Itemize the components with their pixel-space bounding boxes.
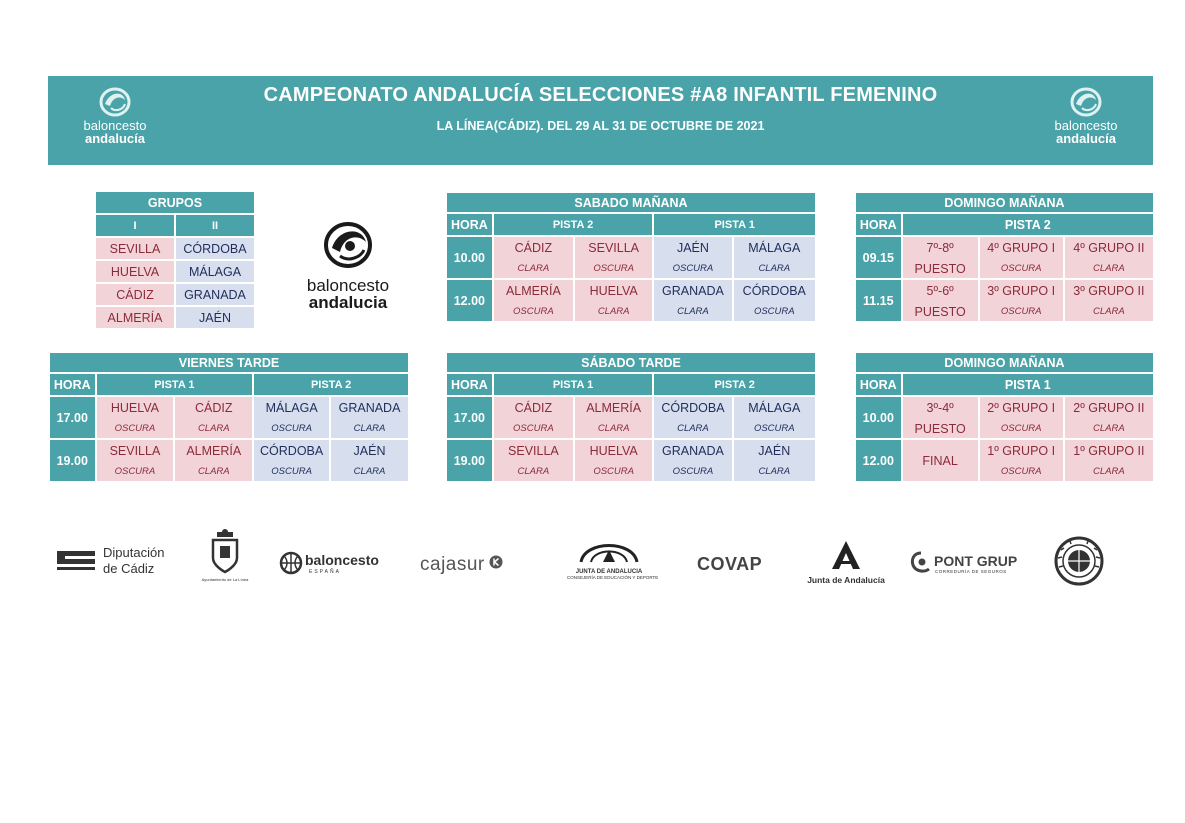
- match-time: 09.15: [856, 237, 901, 280]
- section-title: DOMINGO MAÑANA: [856, 193, 1153, 214]
- group-team: HUELVA: [96, 261, 174, 284]
- kit-cell: CLARA: [331, 419, 408, 440]
- team-cell: 2º GRUPO I: [980, 397, 1063, 419]
- kit-cell: CLARA: [575, 419, 652, 440]
- team-cell: HUELVA: [575, 280, 652, 302]
- kit-cell: OSCURA: [980, 302, 1063, 323]
- kit-cell: OSCURA: [734, 302, 815, 323]
- match-time: 10.00: [447, 237, 492, 280]
- kit-cell: OSCURA: [980, 259, 1063, 280]
- kit-row: [447, 419, 815, 440]
- match-time: 17.00: [447, 397, 492, 440]
- junta-a-icon: [829, 540, 863, 570]
- team-cell: ALMERÍA: [175, 440, 252, 462]
- match-time: 19.00: [447, 440, 492, 483]
- kit-row: [50, 462, 408, 483]
- groups-title: GRUPOS: [96, 192, 254, 215]
- espana-text: ESPAÑA: [309, 569, 341, 575]
- group-team: MÁLAGA: [176, 261, 254, 284]
- team-cell: 3º GRUPO I: [980, 280, 1063, 302]
- junta-andalucia-logo: [806, 540, 886, 585]
- placement-label: FINAL: [903, 440, 978, 483]
- basketball-swirl-icon: [1068, 84, 1104, 118]
- center-logo-text-1: baloncesto: [306, 276, 390, 295]
- team-cell: CÓRDOBA: [654, 397, 731, 419]
- header-banner: [48, 76, 1153, 165]
- court-header: PISTA 1: [494, 374, 653, 397]
- match-row: [856, 440, 1153, 462]
- team-cell: HUELVA: [97, 397, 174, 419]
- hora-header: HORA: [856, 374, 901, 397]
- match-time: 10.00: [856, 397, 901, 440]
- court-header: PISTA 2: [654, 374, 815, 397]
- team-cell: CÁDIZ: [494, 237, 573, 259]
- team-cell: GRANADA: [331, 397, 408, 419]
- match-row: [50, 397, 408, 419]
- team-cell: JAÉN: [331, 440, 408, 462]
- cajasur-text: cajasur: [420, 554, 485, 575]
- team-cell: JAÉN: [654, 237, 731, 259]
- groups-row: [96, 238, 254, 261]
- kit-cell: OSCURA: [654, 462, 731, 483]
- kit-row: [50, 419, 408, 440]
- team-cell: GRANADA: [654, 440, 731, 462]
- group-team: GRANADA: [176, 284, 254, 307]
- kit-cell: OSCURA: [494, 419, 573, 440]
- logo-text-2: andalucía: [85, 131, 145, 146]
- court-header: PISTA 1: [97, 374, 253, 397]
- page-title: CAMPEONATO ANDALUCÍA SELECCIONES #A8 INFANTIL FEMENINO: [263, 84, 938, 106]
- match-time: 11.15: [856, 280, 901, 323]
- hora-header: HORA: [447, 374, 492, 397]
- court-header: PISTA 2: [903, 214, 1153, 237]
- junta-educacion-logo: [567, 534, 659, 580]
- court-header: PISTA 2: [254, 374, 408, 397]
- kit-cell: CLARA: [331, 462, 408, 483]
- team-cell: 1º GRUPO I: [980, 440, 1063, 462]
- schedule-sabado-manana: [445, 193, 817, 323]
- diputacion-emblem-icon: [55, 545, 99, 573]
- match-row: [856, 237, 1153, 259]
- group-team: CÁDIZ: [96, 284, 174, 307]
- groups-row: [96, 261, 254, 284]
- kit-cell: CLARA: [654, 302, 731, 323]
- kit-cell: CLARA: [175, 462, 252, 483]
- team-cell: HUELVA: [575, 440, 652, 462]
- group-team: CÓRDOBA: [176, 238, 254, 261]
- kit-row: [447, 302, 815, 323]
- placement-label: 5º-6º: [903, 280, 978, 302]
- schedule-viernes-tarde: [48, 353, 410, 483]
- kit-row: [447, 462, 815, 483]
- match-row: [447, 280, 815, 302]
- group-2-header: II: [176, 215, 254, 238]
- diputacion-text-1: Diputación: [103, 545, 165, 560]
- ball-icon: [279, 551, 303, 575]
- pont-swirl-icon: [910, 551, 932, 575]
- team-cell: 2º GRUPO II: [1065, 397, 1153, 419]
- kit-cell: OSCURA: [575, 462, 652, 483]
- team-cell: MÁLAGA: [254, 397, 329, 419]
- covap-logo: COVAP: [697, 554, 763, 574]
- placement-label: 7º-8º: [903, 237, 978, 259]
- match-row: [447, 397, 815, 419]
- group-team: JAÉN: [176, 307, 254, 330]
- baloncesto-andalucia-logo-right: [1046, 84, 1126, 145]
- schedule-domingo-manana-pista2: [854, 193, 1155, 323]
- kit-cell: OSCURA: [254, 462, 329, 483]
- court-header: PISTA 1: [903, 374, 1153, 397]
- kit-cell: OSCURA: [980, 462, 1063, 483]
- placement-label: PUESTO: [903, 419, 978, 440]
- kit-cell: OSCURA: [97, 462, 174, 483]
- schedule-sabado-tarde: [445, 353, 817, 483]
- kit-cell: CLARA: [1065, 259, 1153, 280]
- team-cell: CÁDIZ: [175, 397, 252, 419]
- schedule-domingo-manana-pista1: [854, 353, 1155, 483]
- team-cell: 4º GRUPO I: [980, 237, 1063, 259]
- team-cell: CÁDIZ: [494, 397, 573, 419]
- club-seal-icon: [1052, 536, 1106, 586]
- cajasur-k-icon: [489, 555, 503, 569]
- placement-label: PUESTO: [903, 302, 978, 323]
- ayuntamiento-text: Ayuntamiento de La Línea: [201, 577, 249, 582]
- kit-cell: OSCURA: [494, 302, 573, 323]
- kit-cell: OSCURA: [254, 419, 329, 440]
- junta-edu-text-2: CONSEJERÍA DE EDUCACIÓN Y DEPORTE: [567, 575, 659, 580]
- team-cell: ALMERÍA: [494, 280, 573, 302]
- placement-label: 3º-4º: [903, 397, 978, 419]
- groups-table: [94, 192, 256, 330]
- group-team: SEVILLA: [96, 238, 174, 261]
- center-logo-text-2: andalucia: [308, 293, 388, 312]
- match-time: 12.00: [856, 440, 901, 483]
- basketball-swirl-icon: [320, 218, 376, 270]
- logo-text-2: andalucía: [1056, 131, 1116, 146]
- kit-cell: CLARA: [494, 259, 573, 280]
- match-row: [856, 280, 1153, 302]
- team-cell: MÁLAGA: [734, 237, 815, 259]
- hora-header: HORA: [447, 214, 492, 237]
- kit-cell: OSCURA: [97, 419, 174, 440]
- match-time: 17.00: [50, 397, 95, 440]
- match-time: 12.00: [447, 280, 492, 323]
- kit-row: [447, 259, 815, 280]
- kit-cell: CLARA: [494, 462, 573, 483]
- junta-edu-text-1: JUNTA DE ANDALUCIA: [575, 569, 643, 575]
- page-subtitle: LA LÍNEA(CÁDIZ). DEL 29 AL 31 DE OCTUBRE DE 2021: [436, 119, 765, 133]
- match-row: [447, 440, 815, 462]
- team-cell: 4º GRUPO II: [1065, 237, 1153, 259]
- baloncesto-text: baloncesto: [305, 552, 379, 568]
- kit-cell: CLARA: [575, 302, 652, 323]
- kit-cell: CLARA: [654, 419, 731, 440]
- section-title: SABADO MAÑANA: [447, 193, 815, 214]
- kit-cell: CLARA: [1065, 462, 1153, 483]
- pont-text-1: PONT GRUP: [934, 553, 1018, 569]
- section-title: VIERNES TARDE: [50, 353, 408, 374]
- team-cell: CÓRDOBA: [734, 280, 815, 302]
- group-1-header: I: [96, 215, 174, 238]
- kit-cell: OSCURA: [654, 259, 731, 280]
- team-cell: ALMERÍA: [575, 397, 652, 419]
- city-shield-icon: [209, 528, 241, 574]
- team-cell: MÁLAGA: [734, 397, 815, 419]
- team-cell: JAÉN: [734, 440, 815, 462]
- junta-text: Junta de Andalucía: [807, 575, 885, 585]
- team-cell: CÓRDOBA: [254, 440, 329, 462]
- kit-cell: CLARA: [1065, 419, 1153, 440]
- baloncesto-andalucia-center-logo: [296, 218, 400, 311]
- match-time: 19.00: [50, 440, 95, 483]
- section-title: SÁBADO TARDE: [447, 353, 815, 374]
- team-cell: 3º GRUPO II: [1065, 280, 1153, 302]
- team-cell: 1º GRUPO II: [1065, 440, 1153, 462]
- hora-header: HORA: [50, 374, 95, 397]
- pont-text-2: CORREDURÍA DE SEGUROS: [935, 569, 1007, 574]
- kit-cell: OSCURA: [575, 259, 652, 280]
- group-team: ALMERÍA: [96, 307, 174, 330]
- team-cell: GRANADA: [654, 280, 731, 302]
- team-cell: SEVILLA: [575, 237, 652, 259]
- court-header: PISTA 2: [494, 214, 653, 237]
- placement-label: PUESTO: [903, 259, 978, 280]
- match-row: [50, 440, 408, 462]
- ayuntamiento-logo: [200, 528, 250, 582]
- hora-header: HORA: [856, 214, 901, 237]
- club-seal-logo: [1052, 536, 1106, 591]
- junta-arch-icon: [577, 534, 641, 564]
- section-title: DOMINGO MAÑANA: [856, 353, 1153, 374]
- court-header: PISTA 1: [654, 214, 815, 237]
- kit-cell: CLARA: [175, 419, 252, 440]
- kit-cell: OSCURA: [734, 419, 815, 440]
- kit-cell: OSCURA: [980, 419, 1063, 440]
- kit-cell: CLARA: [734, 259, 815, 280]
- kit-cell: CLARA: [1065, 302, 1153, 323]
- team-cell: SEVILLA: [97, 440, 174, 462]
- groups-row: [96, 307, 254, 330]
- logo-text-1: baloncesto: [1054, 118, 1118, 133]
- match-row: [856, 397, 1153, 419]
- diputacion-text-2: de Cádiz: [103, 561, 155, 576]
- groups-row: [96, 284, 254, 307]
- team-cell: SEVILLA: [494, 440, 573, 462]
- logo-text-1: baloncesto: [83, 118, 147, 133]
- cajasur-logo: [420, 554, 503, 576]
- kit-cell: CLARA: [734, 462, 815, 483]
- match-row: [447, 237, 815, 259]
